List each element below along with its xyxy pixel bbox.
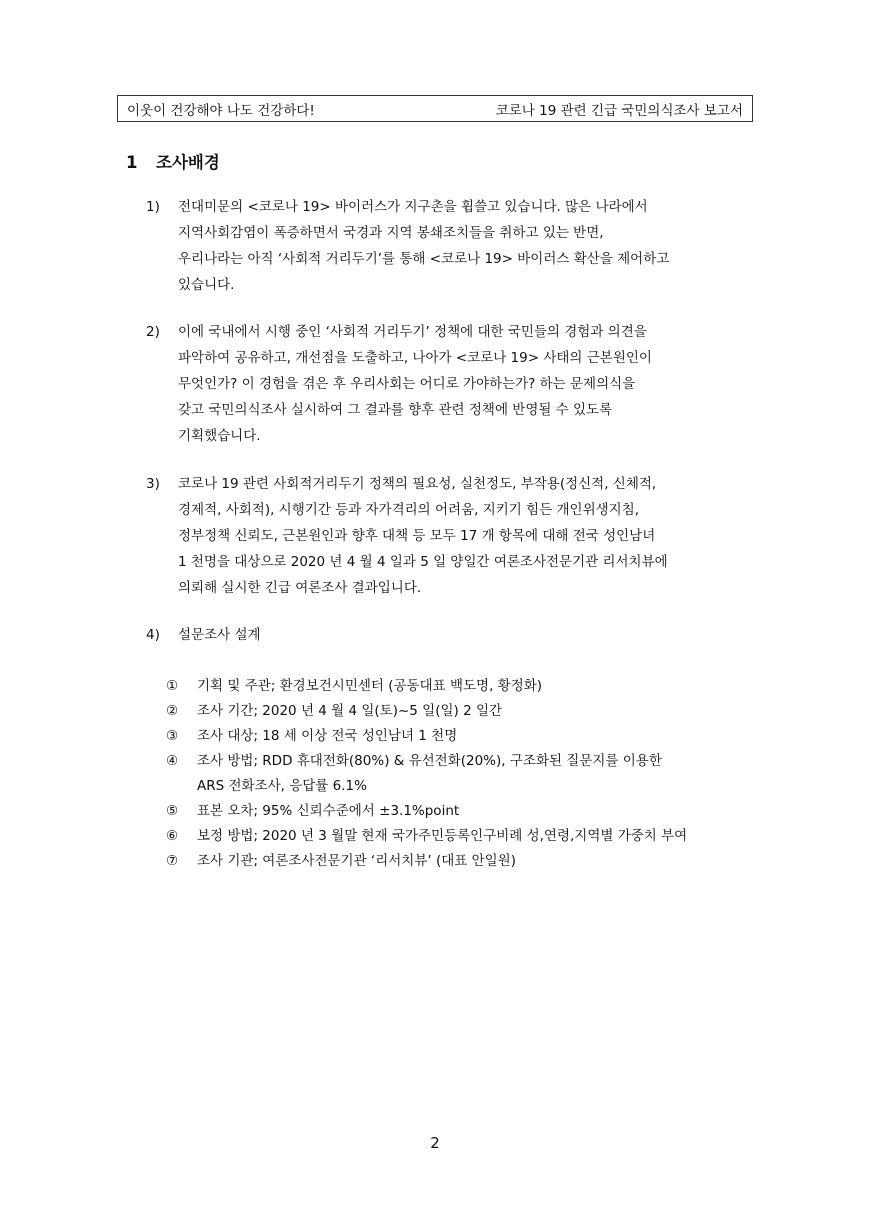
circled-number: ①	[166, 678, 179, 694]
survey-design-item	[166, 824, 750, 849]
circled-number: ⑥	[166, 828, 179, 844]
item-line: 전대미문의 <코로나 19> 바이러스가 지구촌을 휩쓸고 있습니다. 많은 나라에서	[178, 199, 648, 215]
section-title	[126, 149, 220, 173]
item-marker: 1)	[146, 199, 160, 215]
survey-design-item	[166, 749, 750, 799]
item-marker: 4)	[146, 627, 160, 643]
item-line: 경제적, 사회적), 시행기간 등과 자가격리의 어려움, 지키기 힘든 개인위생지침,	[178, 502, 640, 518]
background-item-3	[146, 471, 746, 601]
design-line: 조사 기관; 여론조사전문기관 ‘리서치뷰’ (대표 안일원)	[197, 853, 516, 869]
item-line: 우리나라는 아직 ‘사회적 거리두기’를 통해 <코로나 19> 바이러스 확산을 제어하고	[178, 251, 670, 267]
survey-design-item	[166, 724, 750, 749]
circled-number: ③	[166, 728, 179, 744]
circled-number: ②	[166, 703, 179, 719]
page-number: 2	[430, 1134, 440, 1152]
design-line: 조사 방법; RDD 휴대전화(80%) & 유선전화(20%), 구조화된 질문지를 이용한	[197, 753, 662, 769]
design-line: 표본 오차; 95% 신뢰수준에서 ±3.1%point	[197, 803, 460, 819]
header-right-text: 코로나 19 관련 긴급 국민의식조사 보고서	[495, 102, 743, 119]
background-item-1	[146, 194, 746, 298]
section-title-text: 조사배경	[156, 153, 220, 172]
item-marker: 2)	[146, 324, 160, 340]
item-line: 1 천명을 대상으로 2020 년 4 월 4 일과 5 일 양일간 여론조사전문기관 리서치뷰에	[178, 554, 668, 570]
design-line: 기획 및 주관; 환경보건시민센터 (공동대표 백도명, 황정화)	[197, 678, 543, 694]
survey-design-list	[166, 674, 750, 874]
background-item-2	[146, 319, 746, 449]
item-line: 갖고 국민의식조사 실시하여 그 결과를 향후 관련 정책에 반영될 수 있도록	[178, 402, 613, 418]
circled-number: ⑤	[166, 803, 179, 819]
item-line: 파악하여 공유하고, 개선점을 도출하고, 나아가 <코로나 19> 사태의 근본원인이	[178, 350, 652, 366]
survey-design-item	[166, 674, 750, 699]
circled-number: ⑦	[166, 853, 179, 869]
item-line: 설문조사 설계	[178, 627, 261, 643]
item-line: 지역사회감염이 폭증하면서 국경과 지역 봉쇄조치들을 취하고 있는 반면,	[178, 225, 604, 241]
item-line: 있습니다.	[178, 277, 235, 293]
background-item-4	[146, 622, 746, 648]
design-line: 조사 기간; 2020 년 4 월 4 일(토)~5 일(일) 2 일간	[197, 703, 503, 719]
survey-design-item	[166, 699, 750, 724]
design-line: 조사 대상; 18 세 이상 전국 성인남녀 1 천명	[197, 728, 458, 744]
item-line: 의뢰해 실시한 긴급 여론조사 결과입니다.	[178, 580, 422, 596]
design-line: 보정 방법; 2020 년 3 월말 현재 국가주민등록인구비례 성,연령,지역별 가중치 부여	[197, 828, 688, 844]
item-line: 무엇인가? 이 경험을 겪은 후 우리사회는 어디로 가야하는가? 하는 문제의식을	[178, 376, 636, 392]
item-body	[178, 622, 746, 648]
circled-number: ④	[166, 753, 179, 769]
survey-design-item	[166, 799, 750, 824]
survey-design-item	[166, 849, 750, 874]
item-body	[178, 319, 746, 449]
item-line: 코로나 19 관련 사회적거리두기 정책의 필요성, 실천정도, 부작용(정신적, 신체적,	[178, 476, 657, 492]
header-left-text: 이웃이 건강해야 나도 건강하다!	[127, 102, 315, 119]
item-body	[178, 194, 746, 298]
item-line: 이에 국내에서 시행 중인 ‘사회적 거리두기’ 정책에 대한 국민들의 경험과 의견을	[178, 324, 647, 340]
section-number: 1	[126, 153, 138, 172]
design-line: ARS 전화조사, 응답률 6.1%	[197, 778, 367, 794]
item-marker: 3)	[146, 476, 160, 492]
item-line: 기획했습니다.	[178, 428, 261, 444]
item-line: 정부정책 신뢰도, 근본원인과 향후 대책 등 모두 17 개 항목에 대해 전국 성인남녀	[178, 528, 656, 544]
page-header	[117, 95, 753, 122]
item-body	[178, 471, 746, 601]
